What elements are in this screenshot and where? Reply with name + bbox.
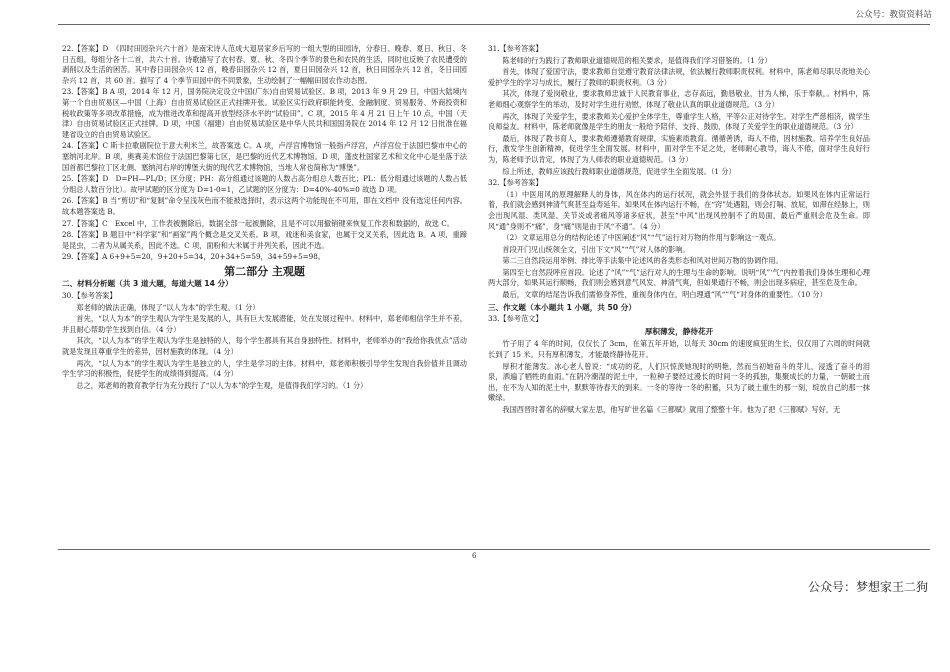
header-source: 公众号：教资资料站 [855,10,932,20]
paragraph: 郑老师的做法正确，体现了“以人为本”的学生观。（1 分） [76,302,260,312]
paragraph: 其次，体现了爱岗敬业，要求教师忠诚于人民教育事业，志存高远，勤恳敬业，甘为人梯，乐于奉献，。材料中，陈老师细心观察学生的举动，及时对学生进行劝慰，体现了敬业认真的职业道德规范。（3 分） [488,89,870,109]
paragraph: 竹子用了 4 年的时间，仅仅长了 3cm，在第五年开始，以每天 30cm 的速度疯狂的生长，仅仅用了六周的时间就长到了 15 米。只有厚积薄发，才能最终静待花开。 [488,339,870,360]
paragraph: （1）中医用风的原理解释人的身体，风在体内的运行状况，就会外显于我们的身体状态。如果风在体内正常运行着，我们就会感到神清气爽甚至益寿延年。如果风在体内运行不畅，在“窍”处遇阻，则会打嗝、放屁，如滞在经脉上，则会出现风湿、类风湿、关节炎或者痛风等诸多症状，甚至“中风”出现风控制不了的局面，最后严重则会危及生命。即风“通”身则不“痛”，身“痛”则是由于风“不通”。（4 分） [488,189,870,231]
paragraph: 26.【答案】B 当“剪切”和“复制”命令呈浅灰色而不能被选择时，表示这两个功能现在不可用，即在文档中 没有选定任何内容。故本题答案选 B。 [62,196,467,216]
paragraph: 第二三自然段运用举例、排比等手法集中论述风的各类形态和风对世间万物的协调作用。 [502,256,783,266]
paragraph: 27.【答案】C Excel 中，工作表被删除后，数据全部一起被删除，且是不可以用撤销键来恢复工作表和数据的，故选 C。 [62,218,454,228]
paragraph: 再次，体现了关爱学生，要求教师关心爱护全体学生，尊重学生人格，平等公正对待学生。对学生严慈相济，做学生良师益友。材料中，陈老师就像是学生的朋友一般给予陪伴、支持、鼓励，体现了关爱学生的职业道德规范。（3 分） [488,111,870,132]
paragraph: 24.【答案】C 斯卡拉歌剧院位于意大利米兰，故答案选 C。A 项，卢浮宫博物馆一般指卢浮宫，卢浮宫位于法国巴黎市中心的塞纳河北岸。B 项，奥赛美术馆位于法国巴黎第七区，是巴黎的近代艺术博物馆。D 项，蓬皮杜国家艺术和文化中心是坐落于法国首都巴黎拉丁区北侧、塞纳河右岸的博堡大街的现代艺术博物馆，当地人常也简称为“博堡”。 [62,141,467,172]
paragraph: 22.【答案】D 《四时田园杂兴六十首》是南宋诗人范成大退居家乡后写的一组大型的田园诗，分春日、晚春、夏日、秋日、冬日五组，每组分各十二首，共六十首。诗歌描写了农村春、夏、秋、冬四个季节的景色和农民的生活，同时也反映了农民遭受的剥削以及生活的困苦。其中春日田园杂兴 12 首，晚春田园杂兴 12 首，夏日田园杂兴 12 首，秋日田园杂兴 12 首，冬日田园杂兴 12 首，共 60 首。描写了 4 个季节田园中的不同景象，生动绘制了一幅幅田园农作动态图。 [62,44,467,85]
paragraph: 23.【答案】B A 项，2014 年 12 月，国务院决定设立中国(广东)自由贸易试验区。B 项，2013 年 9 月 29 日，中国大陆境内第一个自由贸易区—中国（上海）自由贸易试验区正式挂牌开张。试验区实行政府职能转变、金融制度、贸易服务、外商投资和税收政策等多项改革措施，成为推进改革和提高开放型经济水平的“试验田”。C 项，2015 年 4 月 21 日上午 10 点，中国（天津）自由贸易试验区正式挂牌。D 项，中国（福建）自由贸易试验区是中华人民共和国国务院在 2014 年 12 月 12 日批准在福建省设立的自由贸易试验区。 [62,87,467,139]
paragraph: 首段开门见山统领全文，引出下文“风”“气”对人体的影响。 [502,244,690,254]
right-column [488,44,870,417]
header-rule [58,24,930,25]
paragraph: 总之，郑老师的教育教学行为充分践行了“以人为本”的学生观，是值得我们学习的。（1 分） [76,380,368,390]
section-title: 第二部分 主观题 [224,264,305,278]
paragraph: 31.【参考答案】 [488,44,543,53]
subsection-title: 三、作文题（本小题共 1 小题，共 50 分） [488,302,636,312]
paragraph: 32.【参考答案】 [488,178,543,188]
paragraph: 第四至七自然段呼应首段。论述了“风”“气”运行对人的生理与生命的影响。说明“风”‘气“内控着我们身体生理和心理两大部分，如果其运行顺畅，我们则会感到意气风发、神清气爽，但如果通行不畅，则会出现多病症，甚至危及生命。 [488,267,870,288]
subsection-title: 二、材料分析题（共 3 道大题，每道大题 14 分） [62,279,233,289]
paragraph: 最后，文章的结尾告诉我们需修身养性，重视身体内在，明白理通”风“”气“对身体的重要性。（10 分） [502,290,827,300]
paragraph: 33.【参考范文】 [488,314,543,324]
paragraph: 再次，“以人为本”的学生观认为学生是独立的人，学生是学习的主体。材料中，郑老师积极引导学生发现自我价值并且调动学生学习的积极性，促使学生的成绩得到提高。（4 分） [62,358,467,379]
paragraph: 厚积才能薄发。冰心老人曾说：“成功的花，人们只惊羡她现时的明艳，然而当初她奋斗的芽儿，浸透了奋斗的泪泉，洒遍了牺牲的血雨。”在阴冷潮湿的泥土中，一粒种子要经过漫长的时间一冬的孤独，集聚成长的力量，一朝破土而出，在不为人知的泥土中，默默等待春天的到来。一冬的等待一冬的积蓄，只为了破土重生的那一刻，绽放自己的那一抹嫩绿。 [488,361,870,403]
paragraph: 我国西晋时著名的辞赋大家左思，他写旷世名篇《三都赋》就用了整整十年。他为了把《三都赋》写好，无 [502,405,841,414]
paragraph: （2）文章运用总分的结构论述了中医阐述“风”“气”运行对万物的作用与影响这一观点。 [502,233,781,243]
page-number: 6 [472,552,477,560]
paragraph: 25.【答案】D D=PH—PL/D；区分度；PH：高分组通过该题的人数占高分组总人数百比；PL：低分组通过该题的人数占低分组总人数百分比）。故甲试题的区分度为 D=1-0=1，乙试题的区分度为：D=40%-40%=0 故选 D 项。 [62,174,467,194]
paragraph: 28.【答案】B 题目中“科学家”和“画家”两个概念是交叉关系。B 项，戏迷和美食家，也属于交叉关系，因此选 B。A 项，重蹄是昆虫，二者为从属关系，因此不选。C 项，面粉和大米属于并列关系，因此不选。 [62,230,467,250]
essay-title: 厚积薄发，静待花开 [644,326,714,336]
paragraph: 陈老师的行为践行了教师职业道德规范的相关要求，是值得我们学习借鉴的。（1 分） [502,55,772,65]
paragraph: 29.【答案】A 6+9+5=20，9+20+5=34，20+34+5=59，34+59+5=98。 [62,252,325,262]
left-column [62,44,467,392]
paragraph: 首先，“以人为本”的学生观认为学生是发展的人，具有巨大发展潜能，处在发展过程中。材料中，郑老师相信学生并不差，并且耐心帮助学生找到自信。（4 分） [62,314,467,334]
paragraph: 综上所述，教师应该践行教师职业道德规范，促进学生全面发展。（1 分） [502,166,736,176]
paragraph: 最后，体现了教书育人，要求教师遵循教育规律，实施素质教育。循循善诱，诲人不倦，因材施教。培养学生良好品行，激发学生创新精神，促进学生全面发展。材料中，面对学生不足之处，老师耐心教导，诲人不倦，面对学生良好行为，陈老师予以肯定，体现了为人师表的职业道德规范。（3 分） [488,133,870,164]
paragraph: 30.【参考答案】 [62,291,117,301]
watermark-text: 公众号：梦想家王二狗 [807,580,928,594]
footer-rule [58,549,930,550]
paragraph: 首先，体现了爱国守法，要求教师自觉遵守教育法律法规，依法履行教师职责权利。材料中，陈老师尽职尽责地关心爱护学生的学习与成长，履行了教师的职责权利。（3 分） [488,67,870,87]
paragraph: 其次，“以人为本”的学生观认为学生是独特的人，每个学生都具有其自身独特性。材料中，老师举办的“我给你我优点”活动就是发现且尊重学生的差异，因材施教的体现。（4 分） [62,336,467,357]
